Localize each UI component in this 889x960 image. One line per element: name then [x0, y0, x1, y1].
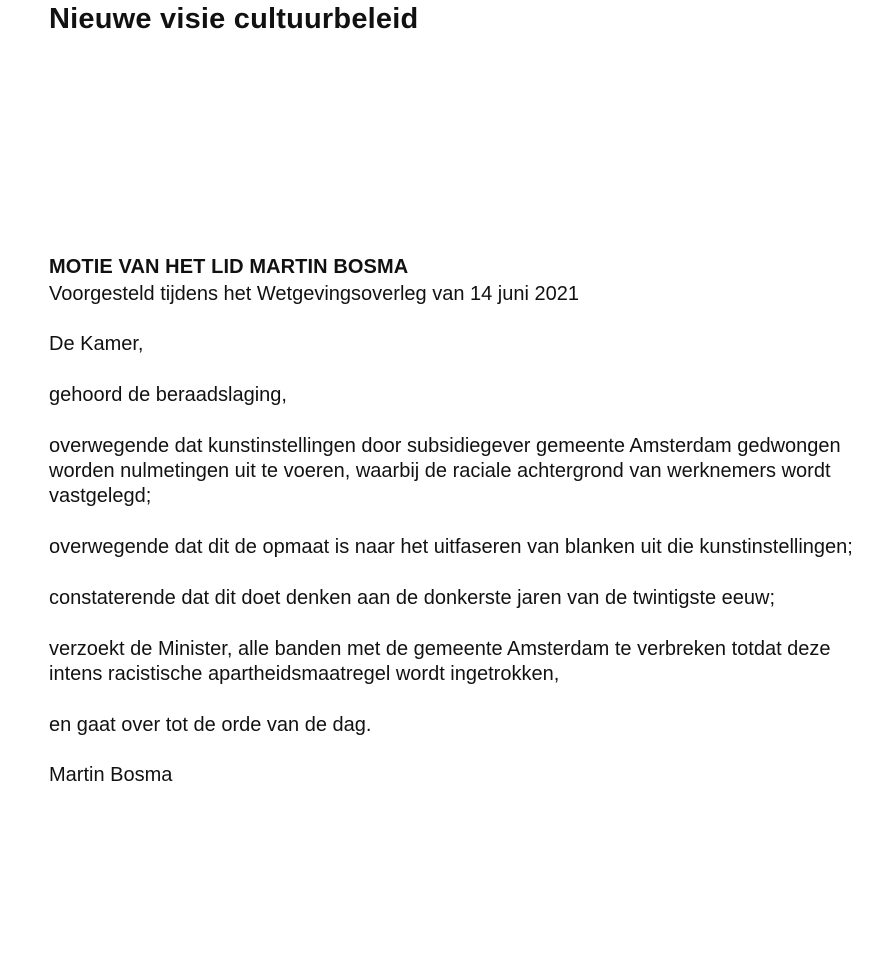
paragraph-addressee: De Kamer,: [49, 333, 144, 355]
motion-heading: MOTIE VAN HET LID MARTIN BOSMA: [49, 256, 409, 278]
signature: Martin Bosma: [49, 764, 173, 786]
paragraph-considering-phaseout: overwegende dat dit de opmaat is naar het uitfaseren van blanken uit die kunstinstellingen;: [49, 536, 853, 558]
motion-body: [49, 254, 879, 788]
paragraph-closing: en gaat over tot de orde van de dag.: [49, 714, 372, 736]
paragraph-considering-measurements: overwegende dat kunstinstellingen door subsidiegever gemeente Amsterdam gedwongen worden nulmetingen uit te voeren, waarbij de raciale achtergrond van werknemers wordt vastgelegd;: [49, 435, 841, 507]
paragraph-noting: constaterende dat dit doet denken aan de donkerste jaren van de twintigste eeuw;: [49, 587, 776, 609]
paragraph-request: verzoekt de Minister, alle banden met de gemeente Amsterdam te verbreken totdat deze intens racistische apartheidsmaatregel wordt ingetrokken,: [49, 638, 831, 685]
paragraph-heard: gehoord de beraadslaging,: [49, 384, 287, 406]
motion-subheading: Voorgesteld tijdens het Wetgevingsoverleg van 14 juni 2021: [49, 283, 579, 305]
page-title: Nieuwe visie cultuurbeleid: [49, 3, 419, 35]
